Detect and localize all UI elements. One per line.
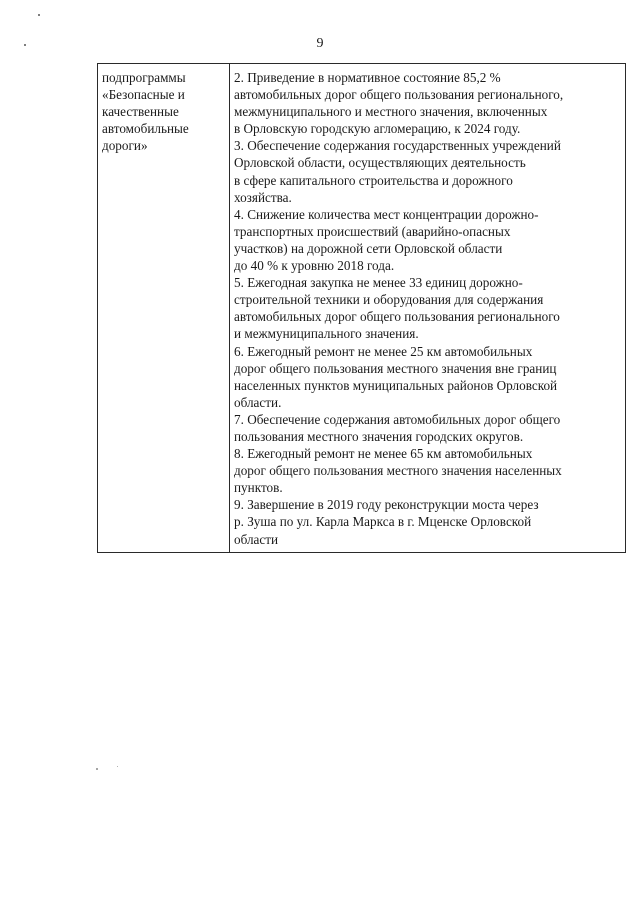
right-cell-line: области.: [234, 394, 282, 410]
right-cell-line: пунктов.: [234, 480, 283, 496]
right-cell-line: 8. Ежегодный ремонт не менее 65 км автомобильных: [234, 446, 533, 462]
program-table: [97, 63, 626, 553]
right-cell-line: дорог общего пользования местного значения населенных: [234, 463, 562, 479]
targets-cell: [230, 64, 626, 553]
scan-speck: [117, 766, 118, 767]
right-cell-line: 2. Приведение в нормативное состояние 85,2 %: [234, 70, 501, 85]
right-cell-line: населенных пунктов муниципальных районов Орловской: [234, 377, 558, 393]
scan-speck: [38, 14, 40, 16]
right-cell-line: 6. Ежегодный ремонт не менее 25 км автомобильных: [234, 343, 533, 359]
right-cell-line: дорог общего пользования местного значения вне границ: [234, 360, 557, 376]
right-cell-line: до 40 % к уровню 2018 года.: [234, 258, 395, 274]
right-cell-line: р. Зуша по ул. Карла Маркса в г. Мценске Орловской: [234, 514, 532, 530]
right-cell-line: пользования местного значения городских округов.: [234, 428, 524, 444]
right-cell-line: автомобильных дорог общего пользования регионального: [234, 309, 560, 325]
scan-speck: [96, 768, 98, 770]
left-cell-line: качественные: [102, 104, 179, 120]
left-cell-line: подпрограммы: [102, 70, 186, 85]
right-cell-line: 5. Ежегодная закупка не менее 33 единиц дорожно-: [234, 275, 523, 291]
table-row: [98, 64, 626, 553]
right-cell-line: области: [234, 531, 279, 547]
right-cell-line: транспортных происшествий (аварийно-опасных: [234, 223, 511, 239]
right-cell-line: хозяйства.: [234, 189, 292, 205]
right-cell-line: 7. Обеспечение содержания автомобильных дорог общего: [234, 411, 561, 427]
right-cell-line: в сфере капитального строительства и дорожного: [234, 172, 513, 188]
left-cell-line: дороги»: [102, 138, 148, 154]
right-cell-line: и межмуниципального значения.: [234, 326, 419, 342]
right-cell-line: в Орловскую городскую агломерацию, к 2024 году.: [234, 121, 521, 137]
subprogram-name-cell: [98, 64, 230, 553]
right-cell-line: 4. Снижение количества мест концентрации дорожно-: [234, 206, 539, 222]
right-cell-line: 3. Обеспечение содержания государственных учреждений: [234, 138, 561, 154]
right-cell-line: строительной техники и оборудования для содержания: [234, 292, 544, 308]
page-number: 9: [316, 36, 324, 51]
right-cell-line: Орловской области, осуществляющих деятельность: [234, 155, 526, 171]
right-cell-line: автомобильных дорог общего пользования регионального,: [234, 87, 564, 103]
right-cell-line: межмуниципального и местного значения, включенных: [234, 104, 548, 120]
right-cell-line: 9. Завершение в 2019 году реконструкции моста через: [234, 497, 539, 513]
left-cell-line: «Безопасные и: [102, 87, 185, 103]
right-cell-line: участков) на дорожной сети Орловской области: [234, 240, 503, 256]
scan-speck: [24, 44, 26, 46]
left-cell-line: автомобильные: [102, 121, 189, 137]
